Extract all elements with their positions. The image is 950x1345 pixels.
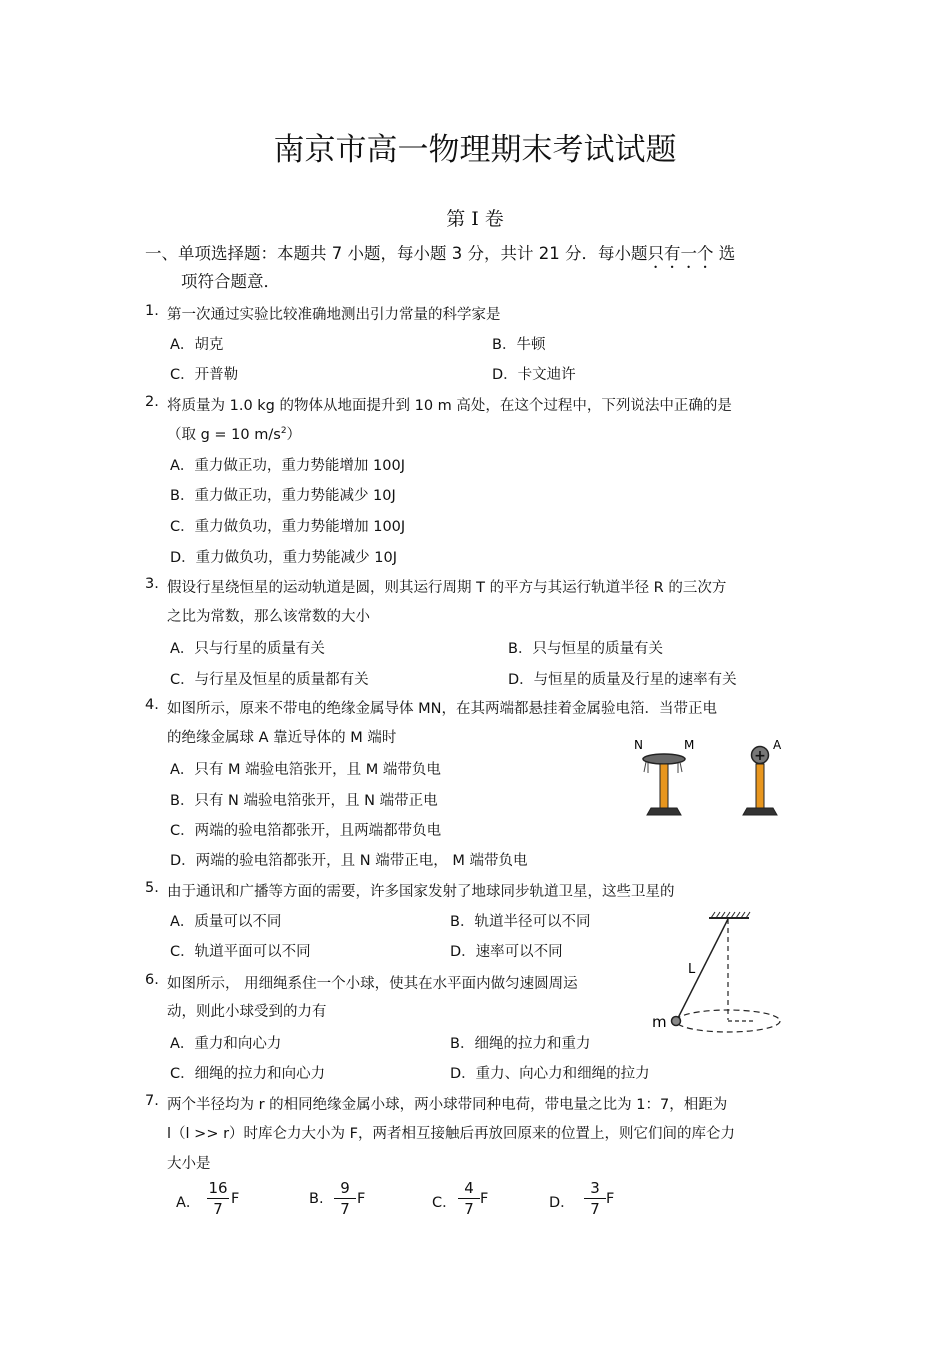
label-m-mass: m <box>652 1013 667 1031</box>
denominator: 7 <box>464 1200 474 1218</box>
question-text-line2: l（l >> r）时库仑力大小为 F，两者相互接触后再放回原来的位置上，则它们间的库仑力 <box>167 1126 735 1142</box>
numerator: 9 <box>340 1179 350 1197</box>
volume-heading: 第 I 卷 <box>446 208 504 230</box>
insulating-stand-mn <box>660 764 668 808</box>
question-text-line2 <box>167 423 301 444</box>
option-c-unit: F <box>480 1191 489 1207</box>
label-a: A <box>773 738 782 752</box>
option-a: A．重力做正功，重力势能增加 100J <box>170 458 405 474</box>
question-text: 将质量为 1.0 kg 的物体从地面提升到 10 m 高处，在这个过程中，下列说法中正确的是 <box>167 398 732 414</box>
question-text-line2: 之比为常数，那么该常数的大小 <box>167 609 370 625</box>
option-b: B．细绳的拉力和重力 <box>450 1036 591 1052</box>
option-a: A．重力和向心力 <box>170 1036 282 1052</box>
question-text: 两个半径均为 r 的相同绝缘金属小球，两小球带同种电荷，带电量之比为 1：7，相距为 <box>167 1097 728 1113</box>
given-text: （取 g = 10 m/s <box>167 427 281 443</box>
figure-conical-pendulum <box>645 908 790 1038</box>
option-b-fraction <box>334 1179 356 1218</box>
string <box>678 919 728 1018</box>
question-text: 第一次通过实验比较准确地测出引力常量的科学家是 <box>167 307 501 323</box>
option-a: A．只与行星的质量有关 <box>170 641 325 657</box>
question-number: 2. <box>145 394 159 410</box>
ball <box>672 1017 681 1026</box>
option-b: B．牛顿 <box>492 337 546 353</box>
question-text: 由于通讯和广播等方面的需要，许多国家发射了地球同步轨道卫星，这些卫星的 <box>167 884 675 900</box>
base-a <box>743 808 777 815</box>
option-b: B．只有 N 端验电箔张开，且 N 端带正电 <box>170 793 438 809</box>
superscript: 2 <box>280 426 287 437</box>
option-d-fraction <box>584 1179 606 1218</box>
option-b: B．重力做正功，重力势能减少 10J <box>170 488 396 504</box>
option-d: D．两端的验电箔都张开，且 N 端带正电， M 端带负电 <box>170 853 528 869</box>
option-b: B．轨道半径可以不同 <box>450 914 591 930</box>
section-heading-end: 选 <box>718 244 736 263</box>
base-mn <box>647 808 681 815</box>
option-d: D．与恒星的质量及行星的速率有关 <box>508 672 737 688</box>
option-a-fraction <box>207 1179 229 1218</box>
label-n: N <box>634 738 643 752</box>
option-a-label: A． <box>176 1195 201 1211</box>
option-d: D．卡文迪许 <box>492 367 576 383</box>
given-close: ） <box>286 427 302 443</box>
option-b-unit: F <box>357 1191 366 1207</box>
option-c-fraction <box>458 1179 480 1218</box>
numerator: 16 <box>208 1179 228 1197</box>
question-number: 6. <box>145 972 159 988</box>
option-c: C．轨道平面可以不同 <box>170 944 311 960</box>
label-l: L <box>688 962 696 977</box>
question-number: 5. <box>145 880 159 896</box>
section-heading-line2: 项符合题意． <box>181 272 280 291</box>
question-text-line3: 大小是 <box>167 1156 211 1172</box>
option-a: A．胡克 <box>170 337 224 353</box>
option-a: A．只有 M 端验电箔张开，且 M 端带负电 <box>170 762 441 778</box>
option-d: D．速率可以不同 <box>450 944 563 960</box>
question-text-line2: 动，则此小球受到的力有 <box>167 1004 327 1020</box>
section-heading-text: 一、单项选择题：本题共 7 小题，每小题 3 分，共计 21 分．每小题 <box>145 244 648 263</box>
denominator: 7 <box>340 1200 350 1218</box>
option-c: C．开普勒 <box>170 367 239 383</box>
question-text: 如图所示，原来不带电的绝缘金属导体 MN，在其两端都悬挂着金属验电箔．当带正电 <box>167 701 717 717</box>
question-number: 1. <box>145 303 159 319</box>
option-c: C．重力做负功，重力势能增加 100J <box>170 519 406 535</box>
question-number: 7. <box>145 1093 159 1109</box>
option-c: C．与行星及恒星的质量都有关 <box>170 672 369 688</box>
denominator: 7 <box>213 1200 223 1218</box>
question-text-line2: 的绝缘金属球 A 靠近导体的 M 端时 <box>167 730 397 746</box>
page-title: 南京市高一物理期末考试试题 <box>273 132 677 168</box>
label-m: M <box>684 738 695 752</box>
question-number: 3. <box>145 576 159 592</box>
conductor-mn <box>643 754 685 764</box>
option-a-unit: F <box>231 1191 240 1207</box>
section-heading-emphasis: 只有一个 <box>647 244 714 263</box>
option-d-unit: F <box>606 1191 615 1207</box>
question-text: 如图所示， 用细绳系住一个小球，使其在水平面内做匀速圆周运 <box>167 976 578 992</box>
option-b-label: B. <box>309 1191 324 1207</box>
option-c: C．细绳的拉力和向心力 <box>170 1066 326 1082</box>
numerator: 3 <box>590 1179 600 1197</box>
numerator: 4 <box>464 1179 474 1197</box>
insulating-stand-a <box>756 764 764 808</box>
option-d-label: D． <box>549 1195 575 1211</box>
option-c: C．两端的验电箔都张开，且两端都带负电 <box>170 823 442 839</box>
denominator: 7 <box>590 1200 600 1218</box>
option-d: D．重力、向心力和细绳的拉力 <box>450 1066 650 1082</box>
option-a: A．质量可以不同 <box>170 914 282 930</box>
plus-sign: + <box>754 748 766 764</box>
figure-conductor-and-sphere <box>625 735 795 820</box>
option-c-label: C． <box>432 1195 457 1211</box>
option-b: B．只与恒星的质量有关 <box>508 641 663 657</box>
option-d: D．重力做负功，重力势能减少 10J <box>170 550 398 566</box>
question-number: 4. <box>145 697 159 713</box>
question-text: 假设行星绕恒星的运动轨道是圆，则其运行周期 T 的平方与其运行轨道半径 R 的三次方 <box>167 580 727 596</box>
